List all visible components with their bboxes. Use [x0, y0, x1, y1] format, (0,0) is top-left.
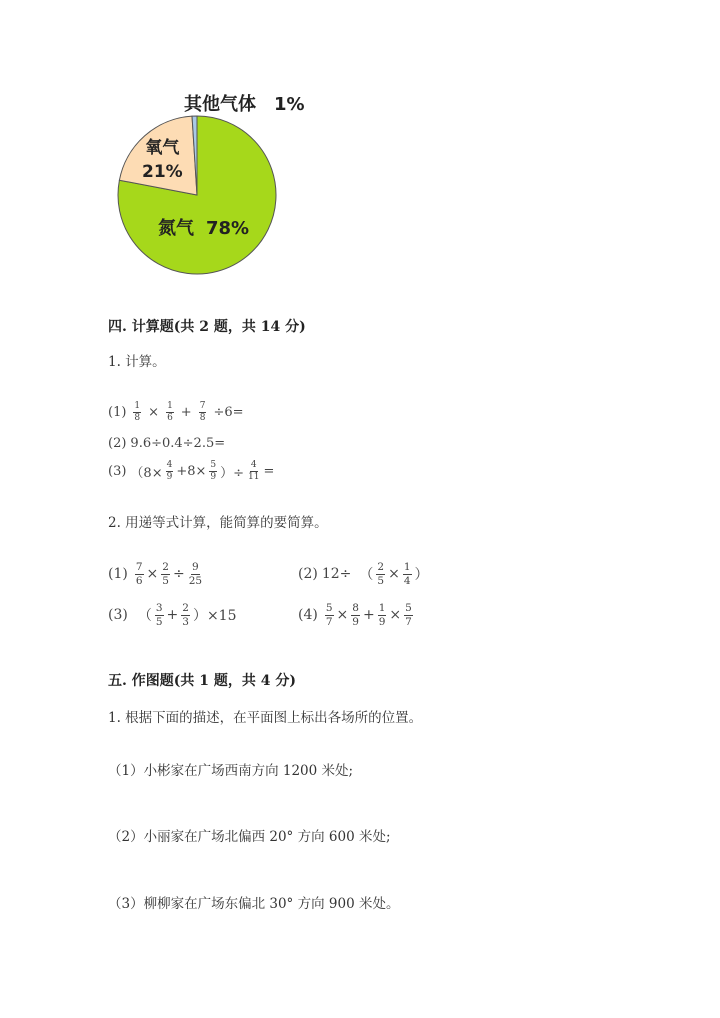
- air-composition-pie-chart: [100, 80, 330, 280]
- expression-tail: ÷6=: [213, 405, 244, 420]
- pie-label-oxygen-name: 氧气: [145, 138, 180, 158]
- expression-open: （8×: [130, 466, 163, 481]
- operator: ×: [146, 566, 159, 582]
- q2-problem-2: [298, 562, 429, 586]
- q1-p2-expression: 9.6÷0.4÷2.5=: [130, 436, 226, 451]
- operator: ×: [388, 566, 400, 582]
- operator: +: [180, 405, 192, 420]
- fraction: $\frac{5}{9}$: [210, 460, 217, 482]
- pie-label-nitrogen-value: 78%: [206, 218, 250, 239]
- section5-title: 五. 作图题(共 1 题，共 4 分): [108, 673, 296, 689]
- q2-p3-label: (3): [108, 607, 128, 623]
- q1-problem-3: [108, 461, 274, 482]
- section4-q2-title: 2. 用递等式计算，能简算的要简算。: [108, 515, 328, 531]
- pie-label-other-value: 1%: [274, 94, 305, 115]
- fraction: $\frac{5}{7}$: [405, 602, 412, 628]
- fraction: $\frac{2}{3}$: [182, 602, 189, 628]
- section4-title: 四. 计算题(共 2 题，共 14 分): [108, 319, 306, 335]
- fraction: $\frac{4}{11}$: [248, 460, 260, 482]
- fraction: $\frac{2}{5}$: [162, 561, 169, 587]
- q2-p4-label: (4): [298, 607, 318, 623]
- section5-item-3: （3）柳柳家在广场东偏北 30° 方向 900 米处。: [108, 896, 400, 912]
- expression-open: （: [359, 567, 374, 583]
- expression-close: ）: [414, 567, 429, 583]
- pie-label-other-name: 其他气体: [184, 94, 256, 115]
- q1-problem-1: [108, 402, 248, 423]
- section4-q1-title: 1. 计算。: [108, 354, 166, 370]
- fraction: $\frac{1}{6}$: [167, 401, 173, 423]
- expression-close: ）÷: [220, 466, 245, 481]
- operator: ÷: [172, 566, 185, 582]
- q2-problem-4: [298, 603, 416, 627]
- operator: ×: [148, 405, 160, 420]
- operator: ×: [389, 607, 402, 623]
- pie-label-other: [184, 90, 305, 116]
- fraction: $\frac{1}{4}$: [403, 561, 411, 587]
- fraction: $\frac{5}{7}$: [325, 602, 333, 628]
- expression-open: （: [137, 608, 152, 624]
- fraction: $\frac{8}{9}$: [352, 602, 359, 628]
- q1-p3-label: (3): [108, 464, 127, 479]
- q1-p1-label: (1): [108, 405, 127, 420]
- q2-p2-label: (2): [298, 566, 318, 582]
- q2-p1-label: (1): [108, 566, 128, 582]
- expression-pre: 12÷: [321, 566, 352, 582]
- section5-item-1: （1）小彬家在广场西南方向 1200 米处;: [108, 763, 354, 779]
- operator: +: [166, 607, 179, 623]
- fraction: $\frac{7}{8}$: [199, 401, 206, 423]
- section5-item-2: （2）小丽家在广场北偏西 20° 方向 600 米处;: [108, 829, 391, 845]
- pie-label-nitrogen-name: 氮气: [158, 218, 194, 239]
- q1-p2-label: (2): [108, 436, 127, 451]
- expression-close: ）×15: [192, 608, 237, 624]
- operator: ×: [336, 607, 349, 623]
- fraction: $\frac{4}{9}$: [166, 460, 173, 482]
- fraction: $\frac{7}{6}$: [135, 561, 143, 587]
- expression-tail: =: [263, 464, 275, 479]
- fraction: $\frac{2}{5}$: [377, 561, 385, 587]
- expression-mid: +8×: [176, 464, 207, 479]
- q2-problem-1: [108, 562, 206, 586]
- q2-problem-3: [108, 603, 237, 627]
- fraction: $\frac{1}{9}$: [378, 602, 386, 628]
- fraction: $\frac{3}{5}$: [155, 602, 163, 628]
- pie-label-oxygen: [142, 136, 183, 184]
- operator: +: [362, 607, 375, 623]
- fraction: $\frac{9}{25}$: [188, 561, 203, 587]
- fraction: $\frac{1}{8}$: [134, 401, 141, 423]
- pie-label-nitrogen: [158, 214, 249, 240]
- q1-problem-2: [108, 436, 225, 451]
- section5-q1-title: 1. 根据下面的描述，在平面图上标出各场所的位置。: [108, 710, 423, 726]
- pie-label-oxygen-value: 21%: [142, 162, 183, 182]
